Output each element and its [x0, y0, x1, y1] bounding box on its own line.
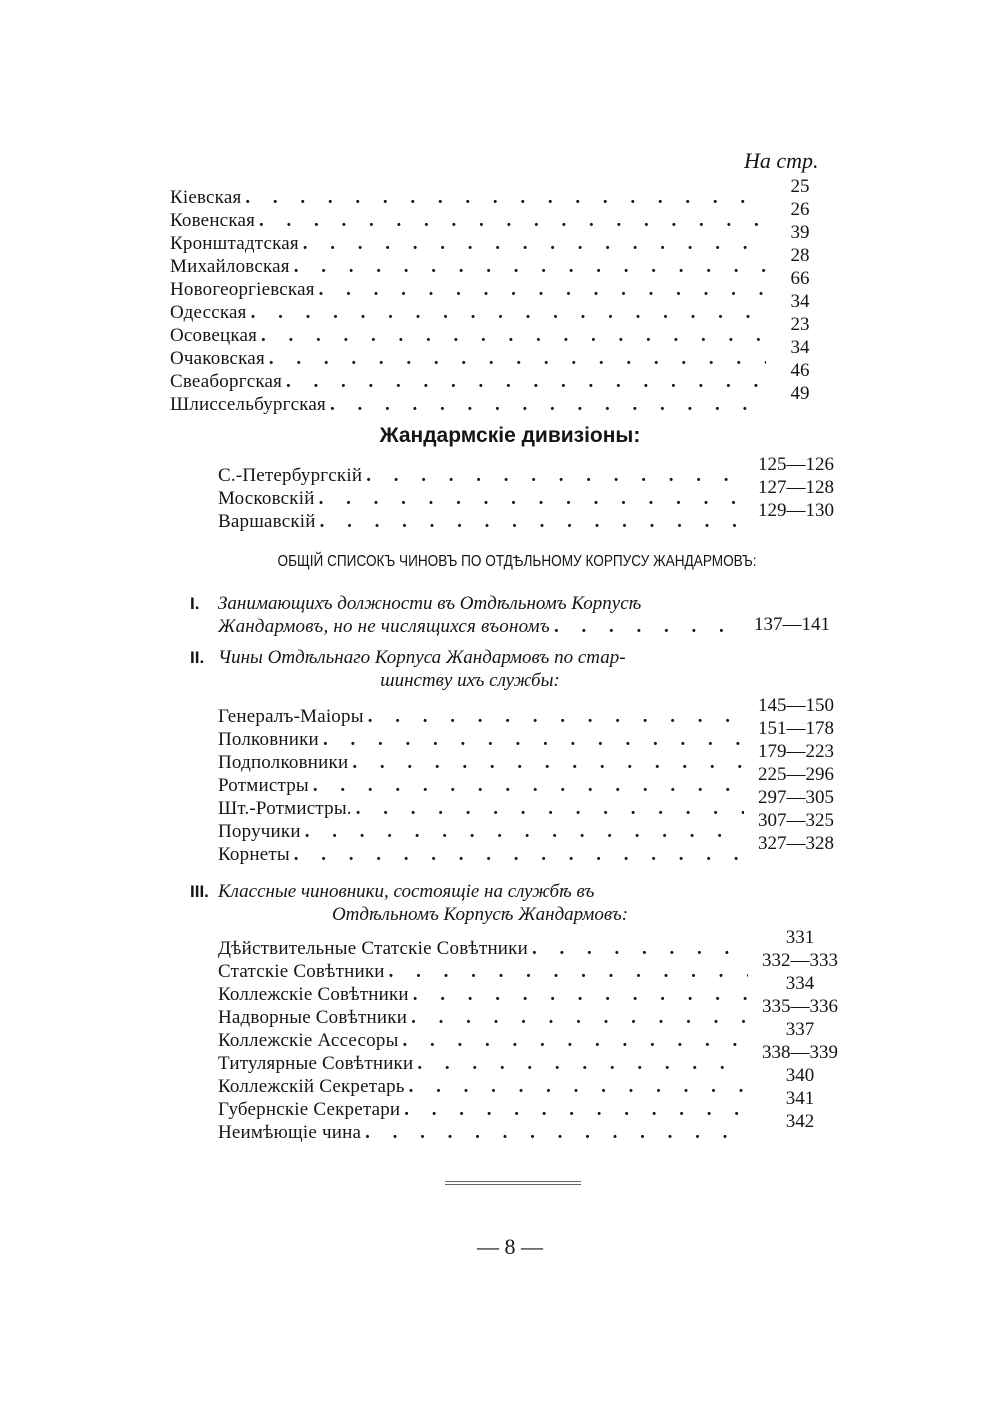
toc-entry [170, 222, 830, 255]
toc-entry [170, 268, 830, 301]
section-2-numeral: II. [190, 648, 205, 667]
entry-name: Шлиссельбургская [170, 394, 326, 415]
dot-leader [404, 1098, 748, 1121]
entry-name: Корнеты [218, 844, 290, 865]
entry-page: 23 [790, 314, 810, 335]
section-1 [190, 592, 840, 638]
entry-page: 34 [790, 291, 810, 312]
entry-page: 334 [785, 973, 815, 994]
toc-entry [170, 383, 830, 416]
entry-name: Осовецкая [170, 325, 258, 346]
entry-page: 297—305 [758, 787, 834, 808]
dot-leader [323, 728, 744, 751]
page-column-header: На стр. [744, 148, 819, 173]
entry-page: 25 [790, 176, 810, 197]
entry-name: Статскіе Совѣтники [218, 961, 385, 982]
dot-leader [286, 370, 766, 393]
dot-leader [259, 209, 766, 232]
toc-entry [218, 500, 844, 533]
entry-name: Шт.-Ротмистры. [218, 798, 352, 819]
dot-leader [319, 487, 744, 510]
entry-page: 66 [790, 268, 810, 289]
entry-page: 331 [785, 927, 815, 948]
entry-name: Варшавскій [218, 511, 316, 532]
entry-page: 125—126 [758, 454, 834, 475]
general-list-heading: ОБЩІЙ СПИСОКЪ ЧИНОВЪ ПО ОТДѢЛЬНОМУ КОРПУСУ ЖАНДАРМОВЪ: [277, 553, 757, 570]
section-3-line1: Классные чиновники, состоящіе на службѣ въ [218, 881, 595, 902]
entry-name: Кронштадтская [170, 233, 299, 254]
dot-leader [261, 324, 766, 347]
entry-name: Генералъ-Маіоры [218, 706, 364, 727]
dot-leader [403, 1029, 748, 1052]
entry-name: Коллежскіе Совѣтники [218, 984, 409, 1005]
entry-page: 335—336 [762, 996, 838, 1017]
entry-name: Новогеоргіевская [170, 279, 315, 300]
entry-page: 145—150 [758, 695, 834, 716]
dot-leader [305, 820, 744, 843]
toc-entry [170, 176, 830, 209]
section-2-line1: Чины Отдѣльнаго Корпуса Жандармовъ по стар- [218, 647, 626, 668]
entry-name: Михайловская [170, 256, 290, 277]
toc-entry [170, 199, 830, 232]
dot-leader [294, 843, 744, 866]
section-1-page: 137—141 [754, 614, 830, 635]
entry-name: Поручики [218, 821, 301, 842]
toc-entry [170, 314, 830, 347]
toc-entry [170, 291, 830, 324]
entry-page: 46 [790, 360, 810, 381]
dot-leader [320, 510, 744, 533]
entry-page: 342 [785, 1111, 815, 1132]
divider-rule [445, 1181, 581, 1185]
entry-name: Надворные Совѣтники [218, 1007, 408, 1028]
entry-page: 127—128 [758, 477, 834, 498]
entry-page: 129—130 [758, 500, 834, 521]
dot-leader [366, 464, 744, 487]
ranks-list [218, 695, 844, 866]
divisions-list [218, 454, 844, 533]
dot-leader [532, 937, 748, 960]
dot-leader [417, 1052, 748, 1075]
section-2-line2: шинству ихъ службы: [380, 670, 560, 691]
dot-leader [330, 393, 766, 416]
section-1-line1: Занимающихъ должности въ Отдѣльномъ Корпусѣ [218, 593, 642, 614]
entry-page: 26 [790, 199, 810, 220]
entry-page: 225—296 [758, 764, 834, 785]
officials-list [218, 927, 848, 1144]
dot-leader [389, 960, 748, 983]
entry-name: Неимѣющіе чина [218, 1122, 362, 1143]
dot-leader [411, 1006, 748, 1029]
section-1-line2: Жандармовъ, но не числящихся въономъ [218, 616, 550, 637]
entry-name: Кіевская [170, 187, 242, 208]
dot-leader [313, 774, 744, 797]
entry-name: С.-Петербургскій [218, 465, 363, 486]
dot-leader [294, 255, 766, 278]
entry-name: Ротмистры [218, 775, 309, 796]
fortress-list [170, 176, 830, 416]
entry-page: 34 [790, 337, 810, 358]
entry-name: Титулярные Совѣтники [218, 1053, 414, 1074]
dot-leader [245, 186, 766, 209]
entry-page: 340 [785, 1065, 815, 1086]
section-2-heading [190, 646, 840, 692]
entry-page: 39 [790, 222, 810, 243]
dot-leader [251, 301, 766, 324]
entry-name: Коллежскіе Ассесоры [218, 1030, 399, 1051]
page-number: — 8 — [477, 1234, 543, 1259]
toc-entry [170, 245, 830, 278]
entry-page: 332—333 [762, 950, 838, 971]
entry-name: Очаковская [170, 348, 265, 369]
dot-leader [554, 615, 740, 638]
dot-leader [303, 232, 766, 255]
dot-leader [269, 347, 766, 370]
dot-leader [365, 1121, 748, 1144]
dot-leader [319, 278, 766, 301]
entry-page: 337 [785, 1019, 815, 1040]
divisions-heading: Жандармскіе дивизіоны: [379, 424, 641, 447]
entry-page: 28 [790, 245, 810, 266]
entry-name: Ковенская [170, 210, 256, 231]
section-3-numeral: III. [190, 882, 209, 901]
entry-page: 327—328 [758, 833, 834, 854]
entry-name: Свеаборгская [170, 371, 283, 392]
dot-leader [356, 797, 744, 820]
entry-page: 49 [790, 383, 810, 404]
entry-page: 179—223 [758, 741, 834, 762]
section-3-heading [190, 880, 840, 926]
dot-leader [413, 983, 748, 1006]
toc-entry [218, 1111, 848, 1144]
entry-name: Московскій [218, 488, 315, 509]
toc-entry [170, 360, 830, 393]
entry-page: 307—325 [758, 810, 834, 831]
entry-page: 341 [785, 1088, 815, 1109]
dot-leader [409, 1075, 748, 1098]
entry-name: Полковники [218, 729, 319, 750]
entry-name: Коллежскій Секретарь [218, 1076, 405, 1097]
entry-name: Одесская [170, 302, 247, 323]
entry-name: Подполковники [218, 752, 349, 773]
toc-entry [170, 337, 830, 370]
toc-entry [218, 833, 844, 866]
section-3-line2: Отдѣльномъ Корпусѣ Жандармовъ: [331, 904, 629, 925]
entry-name: Губернскіе Секретари [218, 1099, 401, 1120]
dot-leader [352, 751, 744, 774]
entry-page: 338—339 [762, 1042, 838, 1063]
entry-page: 151—178 [758, 718, 834, 739]
entry-name: Дѣйствительные Статскіе Совѣтники [218, 938, 528, 959]
dot-leader [368, 705, 744, 728]
section-1-numeral: I. [190, 594, 200, 613]
